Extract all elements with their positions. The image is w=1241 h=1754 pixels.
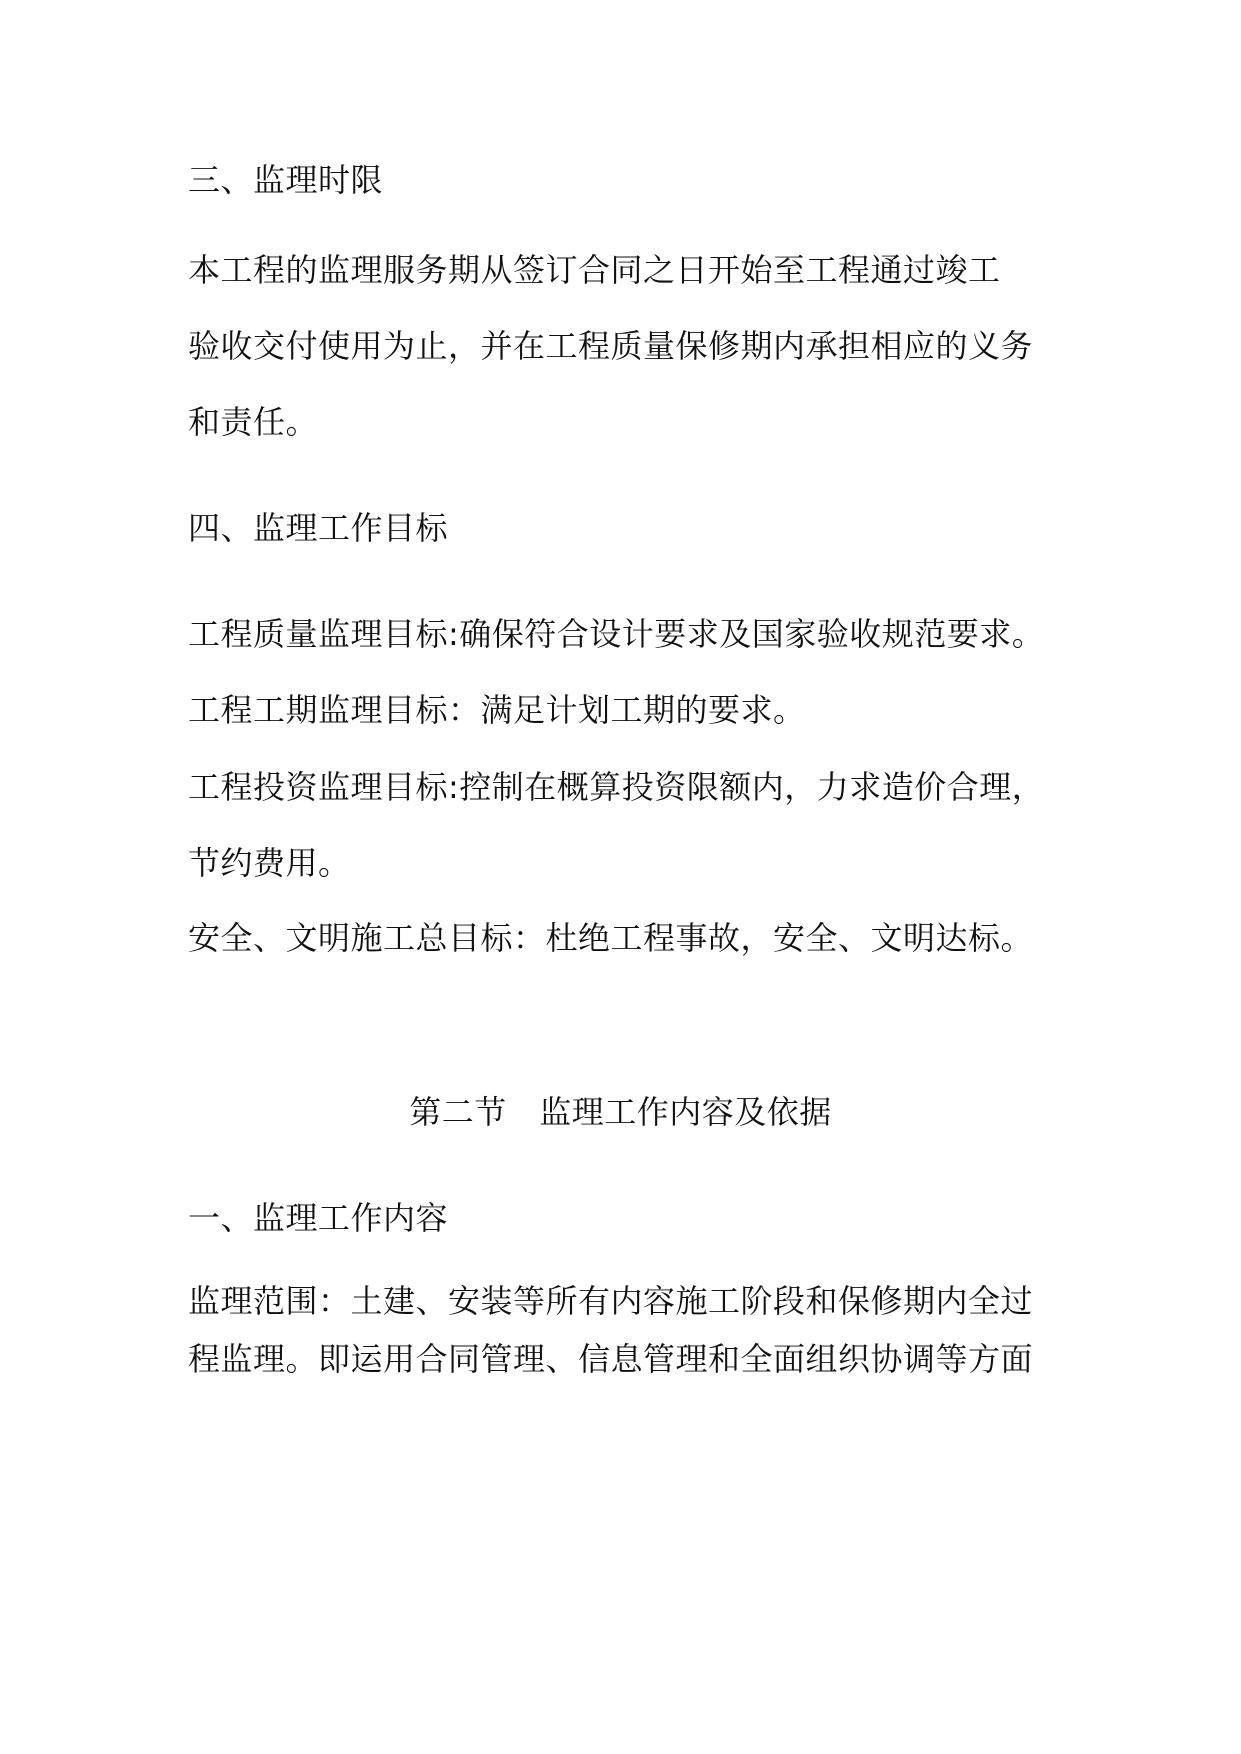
goal-safety: 安全、文明施工总目标：杜绝工程事故，安全、文明达标。 (188, 919, 1034, 957)
heading-supervision-period: 三、监理时限 (188, 161, 384, 199)
paragraph-line: 验收交付使用为止，并在工程质量保修期内承担相应的义务 (188, 327, 1034, 365)
scope-line: 程监理。即运用合同管理、信息管理和全面组织协调等方面 (188, 1340, 1034, 1378)
goal-schedule: 工程工期监理目标：满足计划工期的要求。 (188, 691, 806, 729)
scope-line: 监理范围：土建、安装等所有内容施工阶段和保修期内全过 (188, 1282, 1034, 1320)
heading-supervision-goals: 四、监理工作目标 (188, 509, 449, 547)
paragraph-line: 和责任。 (188, 403, 319, 441)
heading-work-content: 一、监理工作内容 (188, 1199, 449, 1237)
goal-investment-line: 节约费用。 (188, 844, 351, 882)
section-title: 第二节 监理工作内容及依据 (409, 1093, 832, 1131)
goal-quality: 工程质量监理目标:确保符合设计要求及国家验收规范要求。 (188, 615, 1045, 653)
paragraph-line: 本工程的监理服务期从签订合同之日开始至工程通过竣工 (188, 251, 1001, 289)
goal-investment-line: 工程投资监理目标:控制在概算投资限额内，力求造价合理， (188, 768, 1045, 806)
